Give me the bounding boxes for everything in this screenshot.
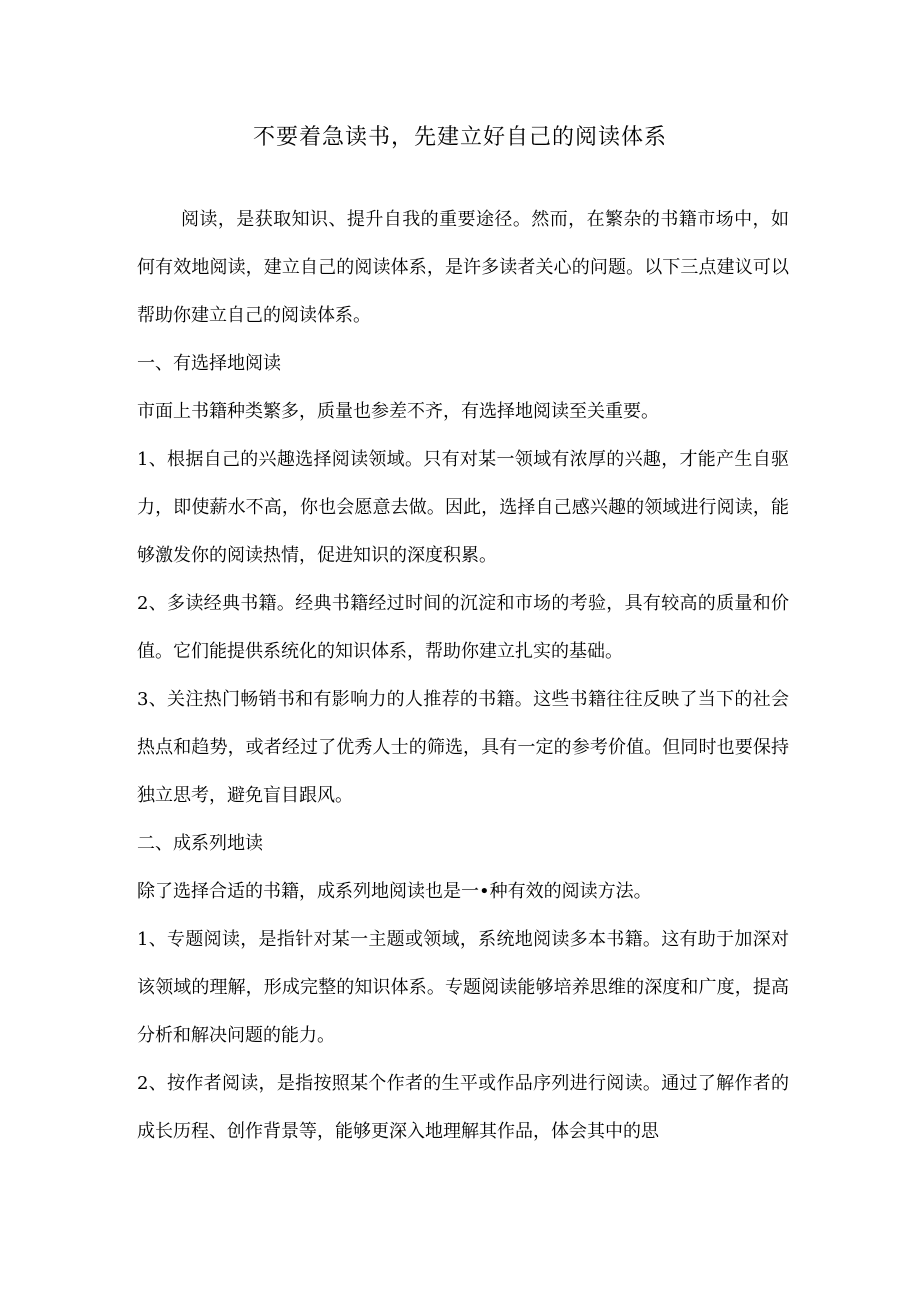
section-1-item-3: 3、关注热门畅销书和有影响力的人推荐的书籍。这些书籍往往反映了当下的社会热点和趋势，或者经过了优秀人士的筛选，具有一定的参考价值。但同时也要保持独立思考，避免盲目跟风。 xyxy=(137,689,789,806)
intro-paragraph: 阅读，是获取知识、提升自我的重要途径。然而，在繁杂的书籍市场中，如何有效地阅读，建立自己的阅读体系，是许多读者关心的问题。以下三点建议可以帮助你建立自己的阅读体系。 xyxy=(137,209,789,326)
section-1-lead: 市面上书籍种类繁多，质量也参差不齐，有选择地阅读至关重要。 xyxy=(137,401,659,422)
section-2-item-1: 1、专题阅读，是指针对某一主题或领域，系统地阅读多本书籍。这有助于加深对该领域的理解，形成完整的知识体系。专题阅读能够培养思维的深度和广度，提高分析和解决问题的能力。 xyxy=(137,929,789,1046)
section-1-item-1: 1、根据自己的兴趣选择阅读领域。只有对某一领域有浓厚的兴趣，才能产生自驱力，即使薪水不高，你也会愿意去做。因此，选择自己感兴趣的领域进行阅读，能够激发你的阅读热情，促进知识的深度积累。 xyxy=(137,449,789,566)
section-2-item-2: 2、按作者阅读，是指按照某个作者的生平或作品序列进行阅读。通过了解作者的成长历程、创作背景等，能够更深入地理解其作品，体会其中的思 xyxy=(137,1073,789,1142)
section-1-heading: 一、有选择地阅读 xyxy=(137,353,281,374)
section-2-heading: 二、成系列地读 xyxy=(137,833,263,854)
section-1-item-2: 2、多读经典书籍。经典书籍经过时间的沉淀和市场的考验，具有较高的质量和价值。它们能提供系统化的知识体系，帮助你建立扎实的基础。 xyxy=(137,593,789,662)
section-2-lead: 除了选择合适的书籍，成系列地阅读也是一•种有效的阅读方法。 xyxy=(137,881,652,902)
document-title: 不要着急读书，先建立好自己的阅读体系 xyxy=(252,125,667,150)
